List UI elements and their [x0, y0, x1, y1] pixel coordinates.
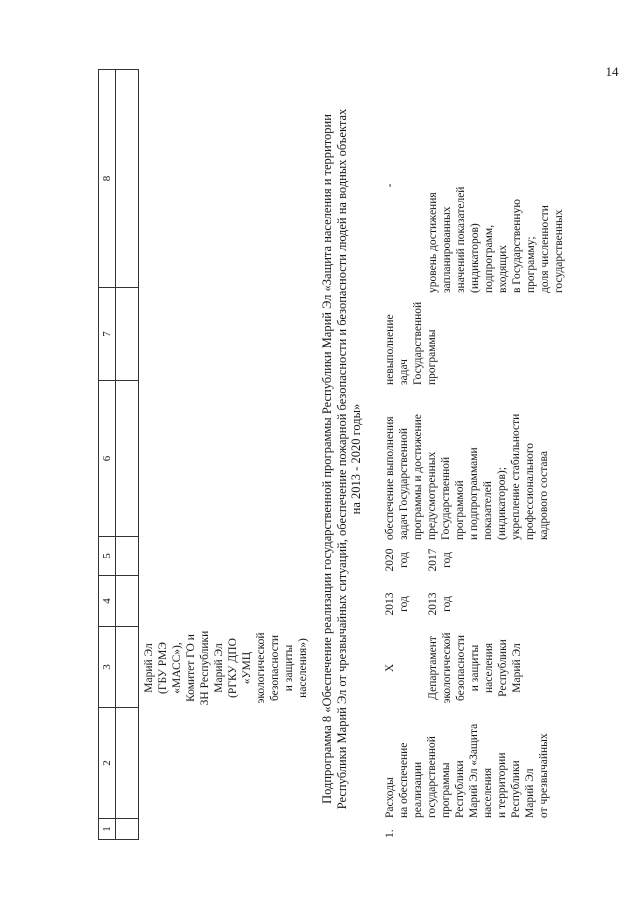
page-number: 14: [605, 64, 619, 79]
header-col-7: 7: [99, 288, 116, 381]
column-header-table: [98, 69, 139, 840]
header-col-5: 5: [99, 537, 116, 576]
end-year-2: 2017 год: [427, 548, 453, 572]
expected-result: обеспечение выполнения задач Государственной программы и достижение предусмотренных Государственной программой и подпрограммами показателей (индикаторов); укрепление стабильности профессионального кадрового состава: [384, 413, 550, 540]
end-year-1: 2020 год: [384, 548, 410, 572]
executor-department: Департамент экологической безопасности и защиты населения Республики Марий Эл: [427, 632, 523, 704]
start-year-2: 2013 год: [427, 592, 453, 616]
indicator-dash: -: [384, 183, 396, 188]
non-implementation-consequences: невыполнение задач Государственной программы: [384, 301, 438, 385]
header-col-2: 2: [99, 708, 116, 819]
header-col-8: 8: [99, 70, 116, 288]
executor-primary: Х: [384, 663, 396, 673]
start-year-1: 2013 год: [384, 592, 410, 616]
subprogram-title: Подпрограмма 8 «Обеспечение реализации государственной программы Республики Марий Эл «Защита населения и территории Республики Марий Эл от чрезвычайных ситуаций, обеспечение пожарной безопасности и безопасности людей на водных объектах на 2013 - 2020 годы»: [320, 108, 363, 810]
rotated-page-content: [98, 78, 618, 840]
continued-responsible-executor: Марий Эл (ГБУ РМЭ «МАСС»), Комитет ГО и ЗН Республики Марий Эл (РГКУ ДПО «УМЦ экологической безопасности и защиты населения»): [143, 630, 309, 706]
header-col-3: 3: [99, 627, 116, 708]
indicator-link: уровень достижения запланированных значений показателей (индикаторов) подпрограмм, входящих в Государственную программу; доля численности государственных: [427, 186, 565, 293]
header-col-1: 1: [99, 819, 116, 840]
measure-name: Расходы на обеспечение реализации государственной программы Республики Марий Эл «Защита населения и территории Республики Марий Эл от чрезвычайных: [384, 723, 550, 818]
row-number: 1.: [384, 829, 396, 838]
header-col-6: 6: [99, 381, 116, 537]
header-col-4: 4: [99, 576, 116, 627]
